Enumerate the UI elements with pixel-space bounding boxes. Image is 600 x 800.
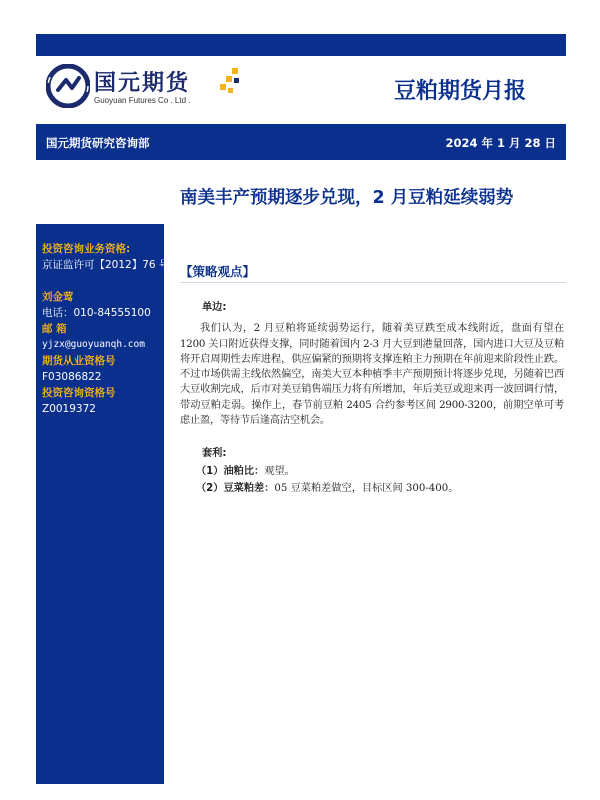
qualification-value: 京证监许可【2012】76 号 (42, 259, 170, 271)
logo-squares-icon (220, 68, 242, 98)
report-headline: 南美丰产预期逐步兑现，2 月豆粕延续弱势 (180, 188, 514, 208)
report-title: 豆粕期货月报 (393, 79, 526, 104)
qualification-title: 投资咨询业务资格: (42, 243, 131, 255)
guoyuan-logo-icon (46, 64, 90, 108)
logo-name-en: Guoyuan Futures Co . Ltd . (94, 96, 191, 105)
futures-cert-label: 期货从业资格号 (42, 355, 116, 367)
invest-cert-value: Z0019372 (42, 403, 96, 415)
analyst-name: 刘金莺 (42, 291, 74, 303)
analyst-email[interactable]: yjzx@guoyuanqh.com (42, 339, 145, 350)
logo-name-cn: 国元期货 (94, 71, 191, 96)
email-label: 邮 箱 (42, 323, 67, 335)
arbitrage-item-value: 05 豆菜粕差做空，目标区间 300-400。 (274, 482, 459, 494)
arbitrage-item (196, 464, 564, 479)
futures-cert-value: F03086822 (42, 371, 102, 383)
single-side-heading: 单边: (202, 302, 227, 313)
report-date: 2024 年 1 月 28 日 (445, 136, 556, 150)
strategy-content (180, 300, 564, 496)
section-divider (180, 282, 566, 283)
strategy-section-title: 【策略观点】 (180, 264, 256, 279)
arbitrage-item-key: （2）豆菜粕差： (196, 482, 275, 494)
top-banner-bar (36, 34, 566, 56)
arbitrage-item-value: 观望。 (264, 465, 295, 477)
department-label: 国元期货研究咨询部 (46, 136, 150, 150)
analyst-sidebar (36, 224, 170, 784)
arbitrage-heading: 套利: (202, 448, 227, 460)
invest-cert-label: 投资咨询资格号 (42, 387, 116, 399)
arbitrage-item-key: （1）油粕比： (196, 465, 265, 477)
analyst-phone: 电话：010-84555100 (42, 307, 151, 319)
company-logo (42, 62, 242, 112)
arbitrage-item (196, 481, 564, 496)
single-side-paragraph: 我们认为，2 月豆粕将延续弱势运行，随着美豆跌至成本线附近，盘面有望在 1200 关口附近获得支撑，同时随着国内 2-3 月大豆到港量回落，国内进口大豆及豆粕将开启周期性去库进程，供应偏紧的预期将支撑连粕主力预期在年前迎来阶段性止跌。不过市场供需主线依然偏空，南美大豆本种植季丰产预期预计将逐步兑现，另随着巴西大豆收割完成，后市对美豆销售端压力将有所增加，年后美豆或迎来再一波回调行情，带动豆粕走弱。操作上，春节前豆粕 2405 合约参考区间 2900-3200，前期空单可考虑止盈，等待节后逢高沽空机会。 (180, 323, 564, 427)
header-band (36, 124, 566, 160)
